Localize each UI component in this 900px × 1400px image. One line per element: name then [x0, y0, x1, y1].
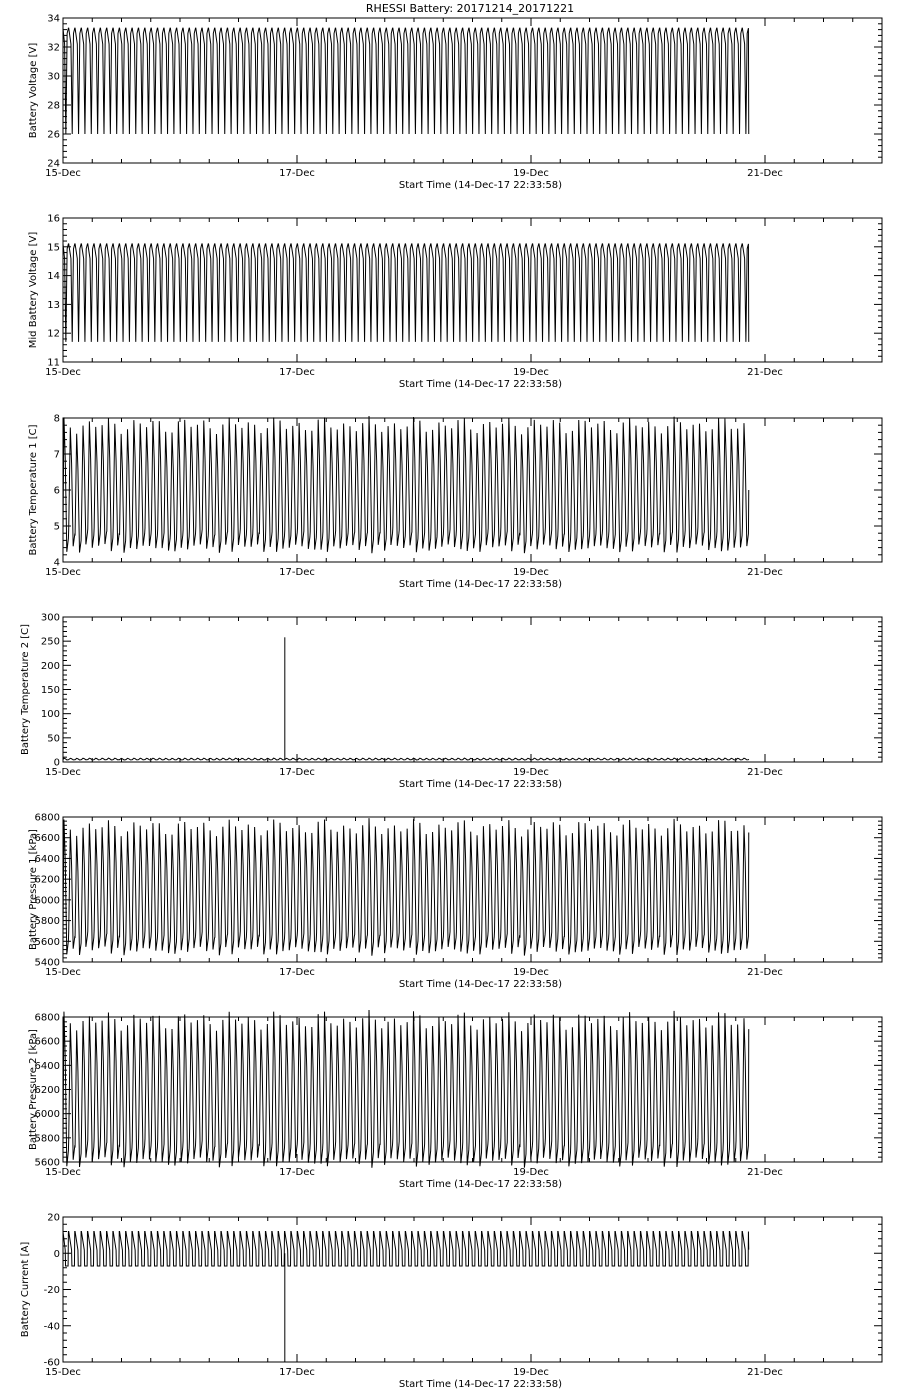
x-tick-label: 19-Dec	[513, 168, 549, 179]
x-tick-label: 17-Dec	[279, 1367, 315, 1378]
y-tick-label: 4	[53, 557, 60, 569]
y-tick-label: 6600	[34, 1036, 60, 1048]
y-tick-label: 0	[53, 757, 60, 769]
y-tick-label: 6600	[34, 833, 60, 845]
x-tick-label: 21-Dec	[747, 367, 783, 378]
y-tick-label: 11	[47, 357, 60, 369]
x-tick-label: 15-Dec	[45, 567, 81, 578]
x-tick-label: 15-Dec	[45, 1167, 81, 1178]
data-series-line	[63, 416, 749, 553]
y-tick-label: 6000	[34, 895, 60, 907]
y-tick-label: 28	[47, 100, 60, 112]
y-tick-label: 0	[53, 1248, 60, 1260]
y-tick-label: 5800	[34, 916, 60, 928]
x-tick-label: 19-Dec	[513, 1167, 549, 1178]
y-tick-label: 7	[53, 449, 60, 461]
x-tick-label: 17-Dec	[279, 367, 315, 378]
y-tick-label: 30	[47, 71, 60, 83]
y-tick-label: 8	[53, 413, 60, 425]
y-axis-label: Battery Pressure 2 [kPa]	[28, 1029, 39, 1150]
x-tick-label: 15-Dec	[45, 367, 81, 378]
y-axis-label: Battery Current [A]	[20, 1241, 31, 1338]
y-tick-label: 6	[53, 485, 60, 497]
y-tick-label: 6200	[34, 1085, 60, 1096]
x-axis-label: Start Time (14-Dec-17 22:33:58)	[398, 979, 563, 990]
x-axis-label: Start Time (14-Dec-17 22:33:58)	[398, 379, 563, 390]
plot-frame	[63, 1217, 882, 1362]
plot-frame	[63, 617, 882, 762]
y-tick-label: 200	[40, 660, 60, 672]
y-tick-label: -20	[43, 1285, 60, 1296]
x-tick-label: 21-Dec	[747, 168, 783, 179]
x-axis-label: Start Time (14-Dec-17 22:33:58)	[398, 180, 563, 191]
x-tick-label: 15-Dec	[45, 168, 81, 179]
x-tick-label: 17-Dec	[279, 567, 315, 578]
data-series-line	[63, 818, 749, 956]
y-tick-label: 26	[47, 129, 60, 141]
y-tick-label: 5600	[34, 1157, 60, 1169]
x-tick-label: 21-Dec	[747, 567, 783, 578]
y-axis-label: Battery Temperature 1 [C]	[28, 424, 39, 556]
y-tick-label: 300	[40, 612, 60, 624]
y-tick-label: 5600	[34, 936, 60, 948]
x-tick-label: 15-Dec	[45, 1367, 81, 1378]
x-tick-label: 19-Dec	[513, 1367, 549, 1378]
y-tick-label: 24	[47, 158, 60, 170]
x-tick-label: 17-Dec	[279, 1167, 315, 1178]
x-tick-label: 19-Dec	[513, 767, 549, 778]
x-tick-label: 21-Dec	[747, 1167, 783, 1178]
x-tick-label: 17-Dec	[279, 767, 315, 778]
y-tick-label: 5800	[34, 1133, 60, 1145]
x-axis-label: Start Time (14-Dec-17 22:33:58)	[398, 1179, 563, 1190]
y-tick-label: 50	[47, 733, 60, 745]
y-tick-label: 13	[47, 299, 60, 311]
x-tick-label: 19-Dec	[513, 567, 549, 578]
x-axis-label: Start Time (14-Dec-17 22:33:58)	[398, 779, 563, 790]
y-axis-label: Battery Temperature 2 [C]	[20, 623, 31, 756]
y-tick-label: 5400	[34, 957, 60, 969]
y-tick-label: 6800	[34, 812, 60, 824]
y-tick-label: 16	[47, 213, 60, 225]
y-tick-label: 5	[53, 521, 60, 533]
y-tick-label: -40	[43, 1321, 60, 1333]
y-tick-label: 6800	[34, 1012, 60, 1024]
y-tick-label: 6400	[34, 853, 60, 865]
y-axis-label: Battery Pressure 1 [kPa]	[28, 829, 39, 950]
x-tick-label: 21-Dec	[747, 1367, 783, 1378]
x-tick-label: 19-Dec	[513, 967, 549, 978]
data-series-line	[63, 758, 749, 760]
y-tick-label: 20	[47, 1212, 60, 1224]
x-axis-label: Start Time (14-Dec-17 22:33:58)	[398, 579, 563, 590]
x-tick-label: 17-Dec	[279, 967, 315, 978]
y-tick-label: 6200	[34, 874, 60, 886]
y-tick-label: 14	[47, 271, 60, 283]
y-tick-label: 12	[47, 328, 60, 340]
y-tick-label: 32	[47, 42, 60, 54]
y-tick-label: -60	[43, 1357, 60, 1369]
y-tick-label: 150	[40, 685, 60, 696]
x-tick-label: 15-Dec	[45, 967, 81, 978]
data-series-line	[63, 1010, 749, 1168]
data-series-line	[63, 244, 749, 342]
y-tick-label: 6000	[34, 1109, 60, 1121]
y-axis-label: Battery Voltage [V]	[28, 42, 39, 139]
x-tick-label: 19-Dec	[513, 367, 549, 378]
y-axis-label: Mid Battery Voltage [V]	[28, 231, 39, 349]
data-series-line	[63, 28, 749, 134]
y-tick-label: 15	[47, 242, 60, 254]
data-series-line	[63, 1232, 749, 1266]
x-tick-label: 17-Dec	[279, 168, 315, 179]
y-tick-label: 100	[40, 709, 60, 721]
chart-title: RHESSI Battery: 20171214_20171221	[365, 2, 575, 15]
x-tick-label: 15-Dec	[45, 767, 81, 778]
y-tick-label: 250	[40, 636, 60, 648]
x-axis-label: Start Time (14-Dec-17 22:33:58)	[398, 1379, 563, 1390]
x-tick-label: 21-Dec	[747, 967, 783, 978]
y-tick-label: 6400	[34, 1060, 60, 1072]
x-tick-label: 21-Dec	[747, 767, 783, 778]
y-tick-label: 34	[47, 13, 60, 25]
